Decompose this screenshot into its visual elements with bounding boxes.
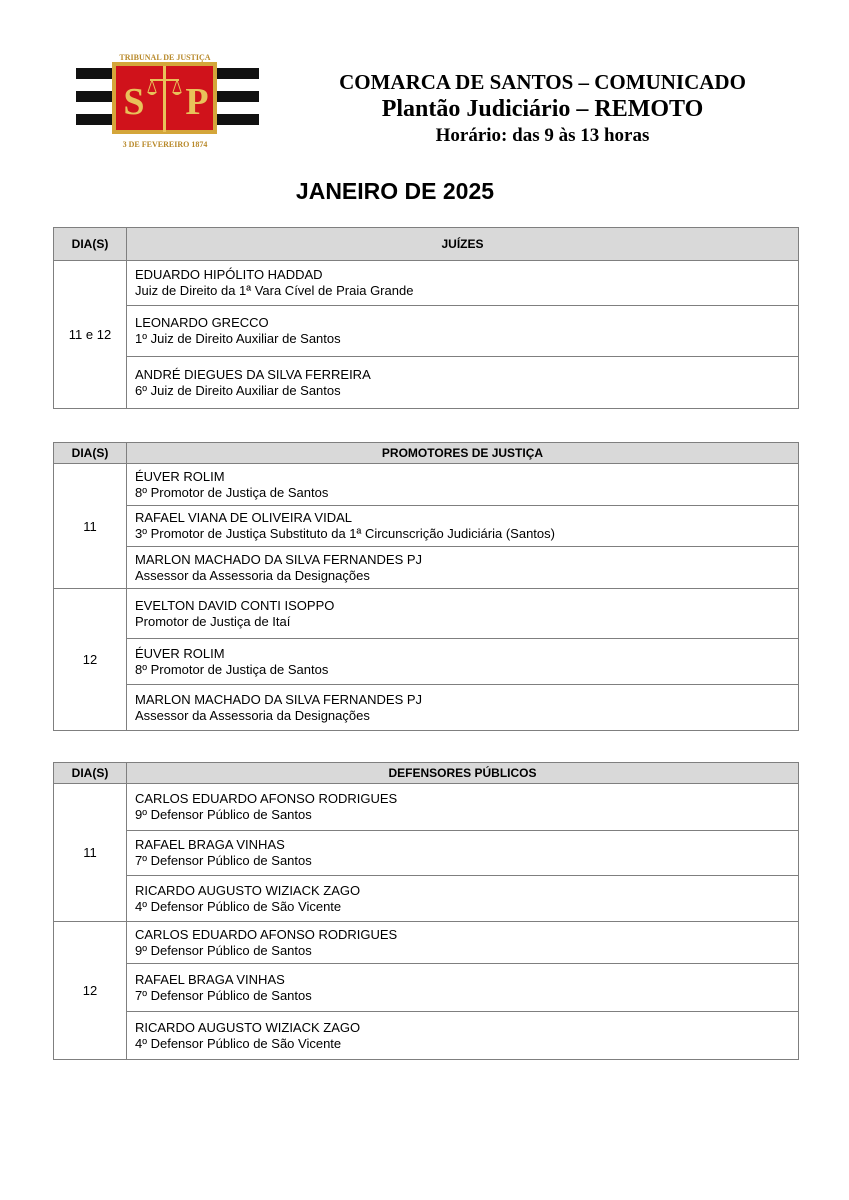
table-row: [127, 357, 798, 408]
person-role: 9º Defensor Público de Santos: [135, 807, 312, 822]
person-name: RICARDO AUGUSTO WIZIACK ZAGO: [135, 882, 361, 898]
person-role: Assessor da Assessoria da Designações: [135, 707, 370, 723]
day-group: [53, 464, 799, 589]
column-header-day: DIA(S): [54, 443, 127, 463]
person-name: EVELTON DAVID CONTI ISOPPO: [135, 597, 335, 613]
day-cell: 12: [54, 589, 127, 730]
person-name: RAFAEL BRAGA VINHAS: [135, 837, 285, 852]
tjsp-logo: [76, 52, 259, 152]
prosecutors-table: [53, 442, 799, 731]
person-role: 8º Promotor de Justiça de Santos: [135, 661, 329, 677]
person-name: EDUARDO HIPÓLITO HADDAD: [135, 267, 323, 282]
judges-table: [53, 227, 799, 409]
table-row: [127, 876, 798, 921]
person-role: 4º Defensor Público de São Vicente: [135, 1035, 342, 1051]
logo-letter-s: S: [123, 81, 145, 123]
column-header-names: JUÍZES: [441, 237, 484, 251]
person-name: ÉUVER ROLIM: [135, 468, 225, 484]
person-name: RICARDO AUGUSTO WIZIACK ZAGO: [135, 1019, 361, 1035]
person-role: 8º Promotor de Justiça de Santos: [135, 484, 329, 500]
day-cell: 11: [54, 784, 127, 921]
day-group: [53, 261, 799, 409]
logo-top-text: TRIBUNAL DE JUSTIÇA: [119, 53, 211, 62]
person-role: 4º Defensor Público de São Vicente: [135, 898, 342, 914]
table-row: [127, 639, 798, 685]
column-header-names: DEFENSORES PÚBLICOS: [388, 766, 537, 780]
table-row: [127, 964, 798, 1012]
month-title: JANEIRO DE 2025: [295, 178, 495, 204]
day-group: [53, 784, 799, 922]
person-role: 1º Juiz de Direito Auxiliar de Santos: [135, 331, 341, 346]
person-name: ÉUVER ROLIM: [135, 645, 225, 661]
day-cell: 12: [54, 922, 127, 1059]
table-row: [127, 547, 798, 588]
person-role: 6º Juiz de Direito Auxiliar de Santos: [135, 382, 341, 398]
person-name: CARLOS EDUARDO AFONSO RODRIGUES: [135, 791, 398, 806]
column-header-day: DIA(S): [54, 763, 127, 783]
day-group: [53, 922, 799, 1060]
person-name: MARLON MACHADO DA SILVA FERNANDES PJ: [135, 551, 423, 567]
table-row: [127, 589, 798, 639]
column-header-day: DIA(S): [54, 228, 127, 260]
logo-letter-p: P: [185, 81, 209, 123]
table-row: [127, 685, 798, 730]
table-row: [127, 784, 798, 831]
person-name: CARLOS EDUARDO AFONSO RODRIGUES: [135, 926, 398, 942]
table-row: [127, 306, 798, 357]
person-role: 3º Promotor de Justiça Substituto da 1ª Circunscrição Judiciária (Santos): [135, 526, 555, 541]
header-line-1: COMARCA DE SANTOS – COMUNICADO: [339, 70, 746, 94]
table-row: [127, 261, 798, 306]
person-role: 7º Defensor Público de Santos: [135, 853, 312, 868]
table-row: [127, 1012, 798, 1059]
person-role: Promotor de Justiça de Itaí: [135, 613, 291, 629]
person-name: MARLON MACHADO DA SILVA FERNANDES PJ: [135, 691, 423, 707]
day-cell: 11 e 12: [54, 261, 127, 408]
person-name: RAFAEL VIANA DE OLIVEIRA VIDAL: [135, 510, 352, 525]
person-name: RAFAEL BRAGA VINHAS: [135, 971, 285, 987]
person-name: ANDRÉ DIEGUES DA SILVA FERREIRA: [135, 366, 371, 382]
table-header: [53, 762, 799, 784]
header-line-2: Plantão Judiciário – REMOTO: [381, 96, 704, 122]
person-role: 9º Defensor Público de Santos: [135, 942, 312, 958]
table-header: [53, 442, 799, 464]
day-cell: 11: [54, 464, 127, 588]
table-row: [127, 506, 798, 547]
table-row: [127, 922, 798, 964]
table-row: [127, 464, 798, 506]
column-header-names: PROMOTORES DE JUSTIÇA: [381, 446, 544, 460]
person-role: Assessor da Assessoria da Designações: [135, 567, 370, 583]
person-name: LEONARDO GRECCO: [135, 315, 269, 330]
person-role: 7º Defensor Público de Santos: [135, 987, 312, 1003]
table-header: [53, 227, 799, 261]
public-defenders-table: [53, 762, 799, 1060]
logo-bottom-text: 3 DE FEVEREIRO 1874: [122, 140, 208, 149]
day-group: [53, 589, 799, 731]
person-role: Juiz de Direito da 1ª Vara Cível de Praia Grande: [135, 283, 414, 298]
table-row: [127, 831, 798, 876]
header-line-3: Horário: das 9 às 13 horas: [435, 125, 650, 146]
